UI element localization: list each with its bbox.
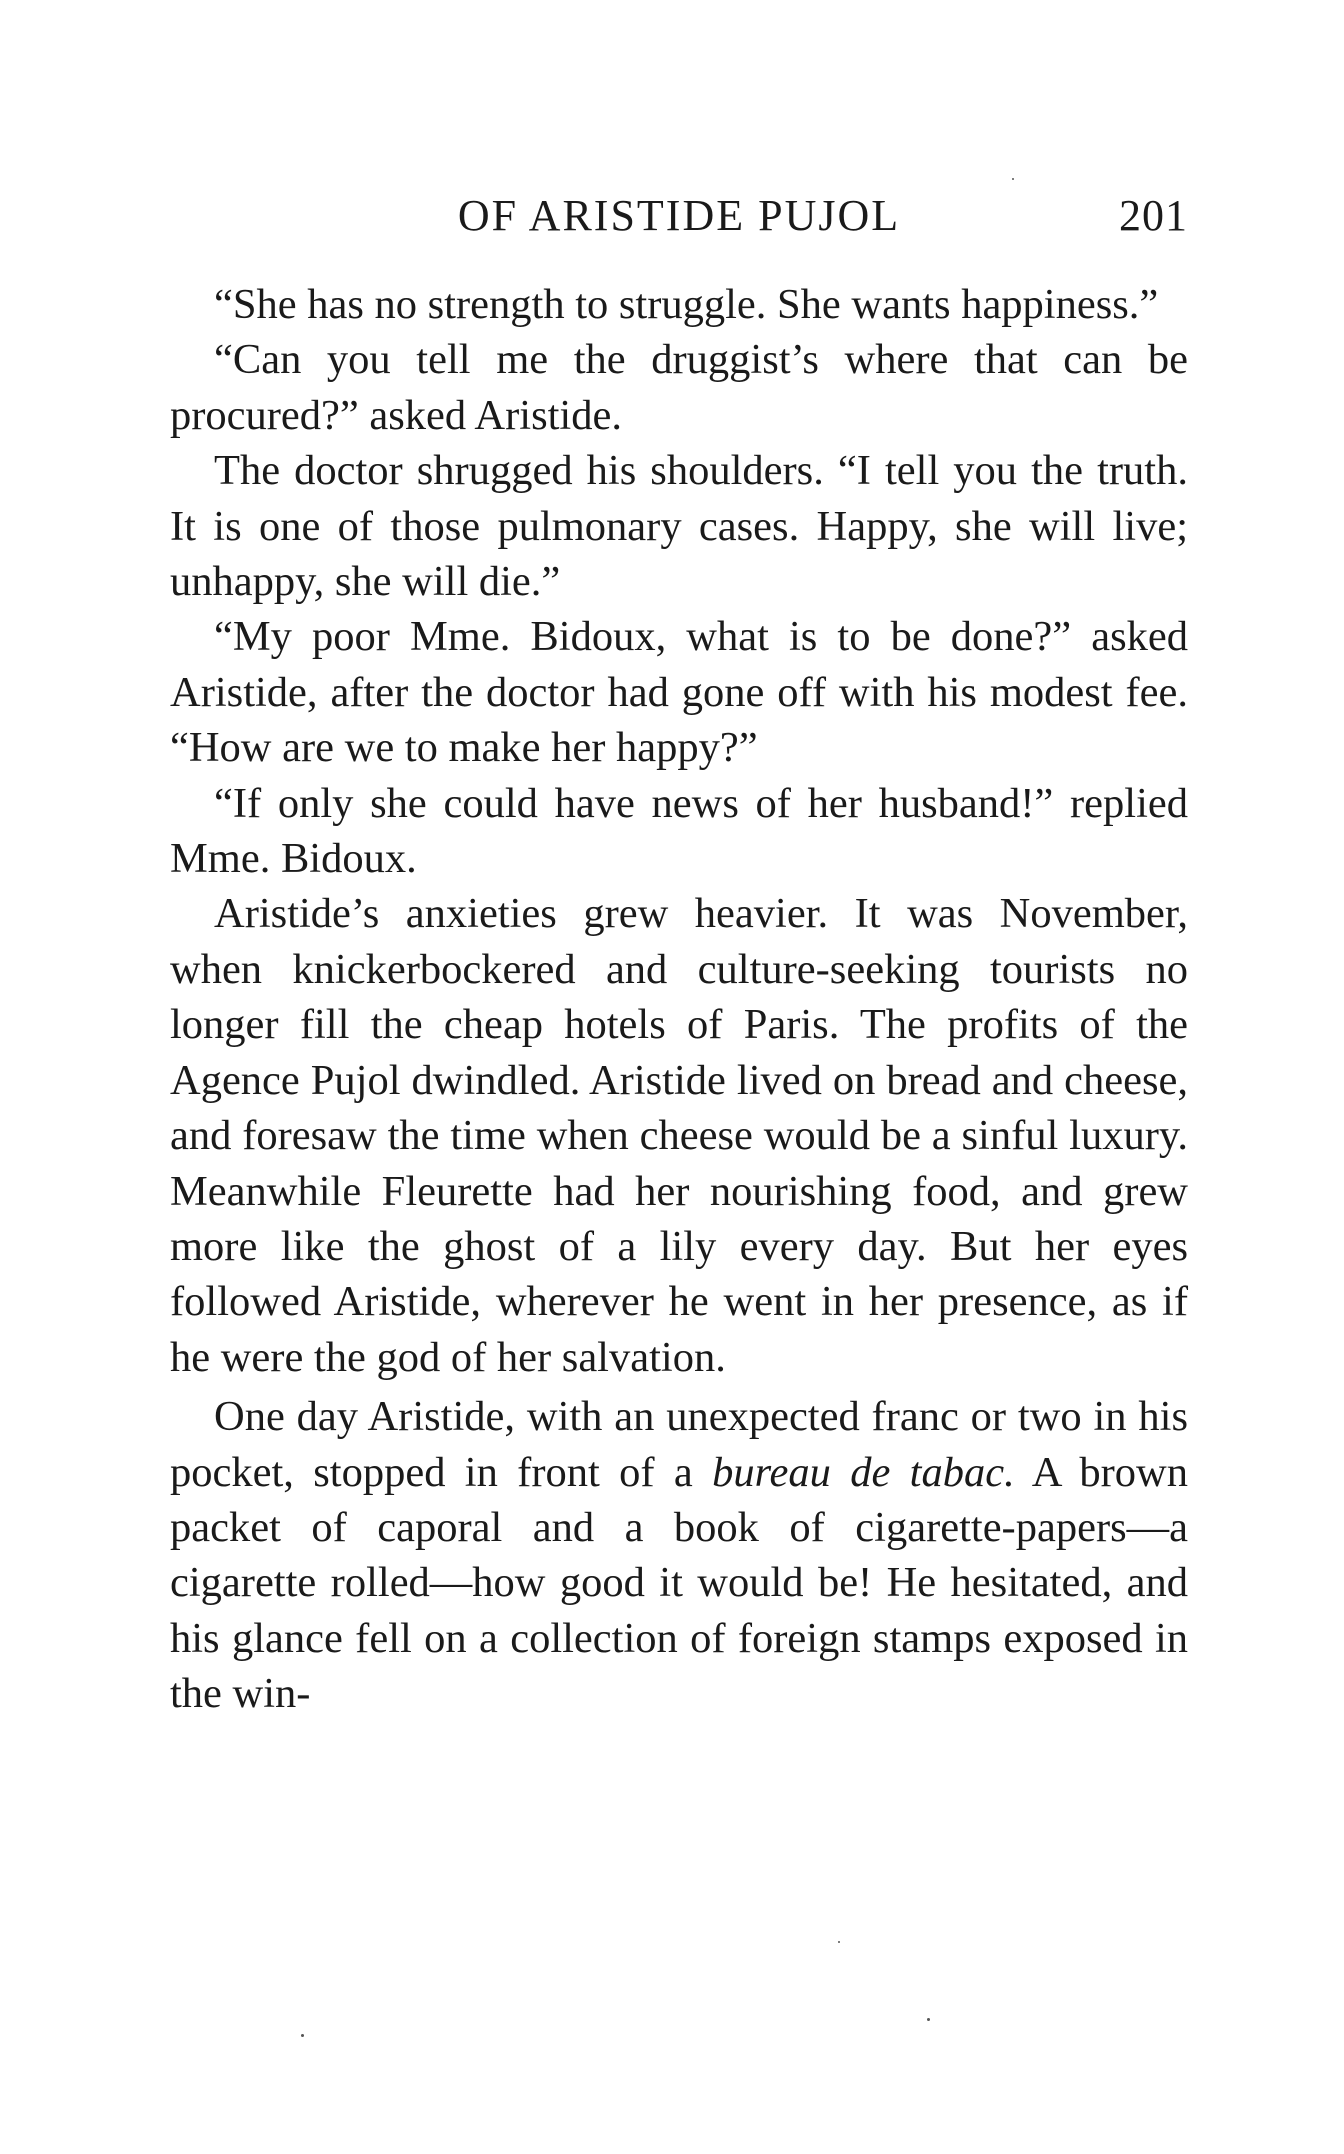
page-number: 201: [1119, 191, 1188, 240]
paragraph: “My poor Mme. Bidoux, what is to be done?” asked Aristide, after the doctor had gone off with his modest fee. “How are we to make her happy?”: [170, 613, 1188, 772]
paragraph: [170, 1389, 1188, 1721]
paragraph: Aristide’s anxieties grew heavier. It was November, when knickerbockered and culture-seeking tourists no longer fill the cheap hotels of Paris. The profits of the Agence Pujol dwindled. Aristide lived on bread and cheese, and foresaw the time when cheese would be a sinful luxury. Meanwhile Fleurette had her nourishing food, and grew more like the ghost of a lily every day. But her eyes followed Aristide, wherever he went in her presence, as if he were the god of her salvation.: [170, 890, 1188, 1381]
body-text: [170, 277, 1188, 1722]
print-speck: [1012, 178, 1014, 180]
running-title: OF ARISTIDE PUJOL: [457, 191, 901, 240]
print-speck: [927, 2018, 930, 2021]
paragraph-text: One day Aristide, with an unexpected franc or two in his pocket, stopped in front of a: [170, 1393, 1188, 1496]
italic-phrase: bureau de tabac.: [712, 1448, 1015, 1496]
print-speck: [838, 1941, 840, 1943]
running-head: [170, 186, 1188, 246]
paragraph-text: A brown packet of caporal and a book of cigarette-papers—a cigarette rolled—how good it would be! He hesitated, and his glance fell on a collection of foreign stamps exposed in the win-: [170, 1448, 1188, 1718]
paragraph: “Can you tell me the druggist’s where that can be procured?” asked Aristide.: [170, 336, 1188, 439]
print-speck: [301, 2034, 304, 2037]
paragraph: “She has no strength to struggle. She wants happiness.”: [214, 281, 1159, 328]
paragraph: The doctor shrugged his shoulders. “I tell you the truth. It is one of those pulmonary cases. Happy, she will live; unhappy, she will die.”: [170, 447, 1188, 606]
paragraph: “If only she could have news of her husband!” replied Mme. Bidoux.: [170, 779, 1188, 883]
